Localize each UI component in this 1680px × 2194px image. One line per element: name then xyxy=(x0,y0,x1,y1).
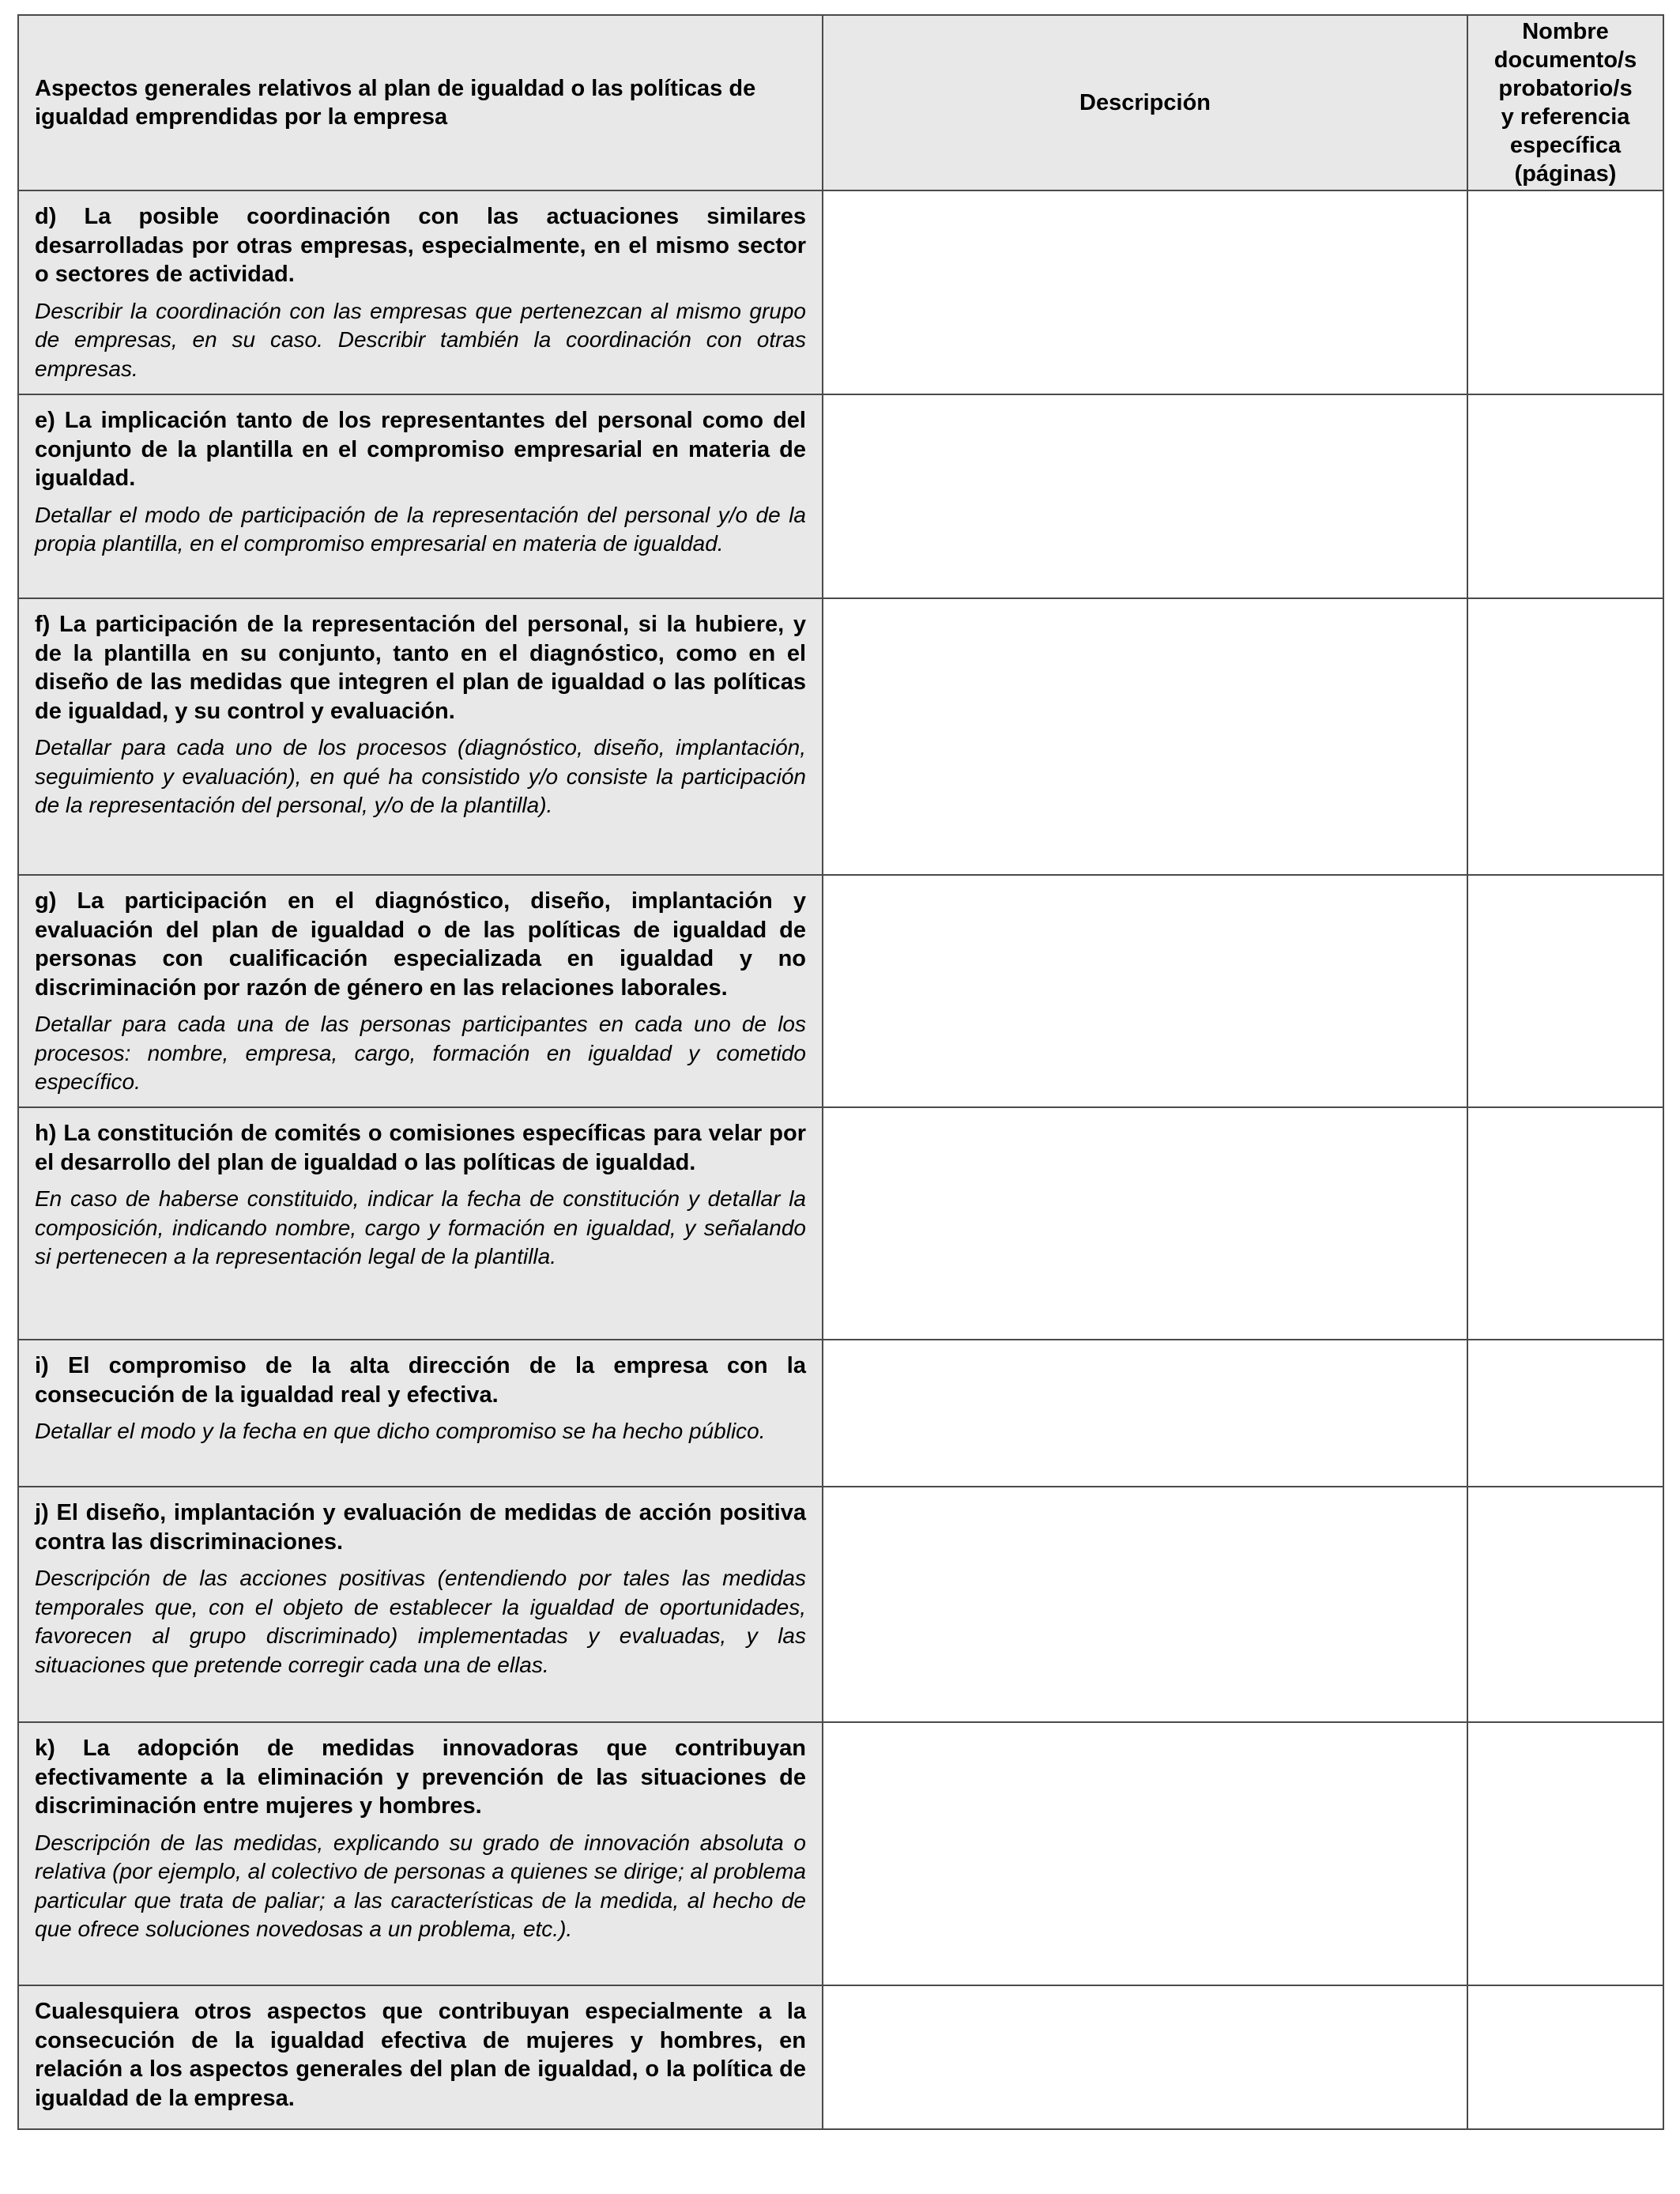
aspect-detail: Detallar para cada una de las personas participantes en cada uno de los procesos: nombre, empresa, cargo, formación en igualdad y cometido específico. xyxy=(35,1012,806,1094)
aspect-title: Cualesquiera otros aspectos que contribuyan especialmente a la consecución de la igualdad efectiva de mujeres y hombres, en relación a los aspectos generales del plan de igualdad, o la política de igualdad de la empresa. xyxy=(35,1999,806,2111)
aspect-detail: Detallar para cada uno de los procesos (diagnóstico, diseño, implantación, seguimiento y evaluación), en qué ha consistido y/o consiste la participación de la representación del personal, y/o de la plantilla). xyxy=(35,735,806,817)
aspect-title: k) La adopción de medidas innovadoras que contribuyan efectivamente a la eliminación y prevención de las situaciones de discriminación entre mujeres y hombres. xyxy=(35,1736,806,1819)
description-field[interactable] xyxy=(823,394,1467,598)
description-field[interactable] xyxy=(823,1340,1467,1487)
aspect-detail: Describir la coordinación con las empresas que pertenezcan al mismo grupo de empresas, en su caso. Describir también la coordinación con otras empresas. xyxy=(35,298,806,381)
table-row xyxy=(18,190,1663,394)
document-reference-field[interactable] xyxy=(1467,1487,1663,1722)
document-reference-field[interactable] xyxy=(1467,1107,1663,1340)
aspect-title: h) La constitución de comités o comisiones específicas para velar por el desarrollo del plan de igualdad o las políticas de igualdad. xyxy=(35,1121,806,1175)
description-field[interactable] xyxy=(823,875,1467,1107)
description-field[interactable] xyxy=(823,190,1467,394)
aspect-detail: Descripción de las acciones positivas (entendiendo por tales las medidas temporales que, con el objeto de establecer la igualdad de oportunidades, favorecen al grupo discriminado) implementadas y evaluadas, y las situaciones que pretende corregir cada una de ellas. xyxy=(35,1566,806,1677)
document-reference-field[interactable] xyxy=(1467,1340,1663,1487)
document-reference-field[interactable] xyxy=(1467,875,1663,1107)
aspect-detail: Descripción de las medidas, explicando su grado de innovación absoluta o relativa (por ejemplo, al colectivo de personas a quienes se dirige; al problema particular que trata de paliar; a las características de la medida, al hecho de que ofrece soluciones novedosas a un problema, etc.). xyxy=(35,1830,806,1941)
description-field[interactable] xyxy=(823,1107,1467,1340)
description-field[interactable] xyxy=(823,1722,1467,1985)
header-document-line: Nombre xyxy=(1522,19,1609,44)
table-row xyxy=(18,598,1663,875)
header-document-line: (páginas) xyxy=(1514,161,1617,187)
aspect-detail: Detallar el modo de participación de la representación del personal y/o de la propia plantilla, en el compromiso empresarial en materia de igualdad. xyxy=(35,502,806,556)
document-reference-field[interactable] xyxy=(1467,598,1663,875)
aspect-cell xyxy=(18,1985,823,2129)
description-field[interactable] xyxy=(823,598,1467,875)
aspect-cell xyxy=(18,598,823,875)
table-header-row xyxy=(18,15,1663,190)
header-document-line: específica xyxy=(1509,133,1622,158)
header-document-line: probatorio/s xyxy=(1498,76,1633,101)
aspect-detail: Detallar el modo y la fecha en que dicho compromiso se ha hecho público. xyxy=(35,1419,766,1443)
aspect-cell xyxy=(18,190,823,394)
header-document-line: y referencia xyxy=(1501,104,1630,130)
table-row xyxy=(18,1722,1663,1985)
table-row xyxy=(18,394,1663,598)
table-row xyxy=(18,1107,1663,1340)
description-field[interactable] xyxy=(823,1985,1467,2129)
aspect-title: j) El diseño, implantación y evaluación de medidas de acción positiva contra las discriminaciones. xyxy=(35,1500,806,1555)
aspect-detail: En caso de haberse constituido, indicar la fecha de constitución y detallar la composición, indicando nombre, cargo y formación en igualdad, y señalando si pertenecen a la representación legal de la plantilla. xyxy=(35,1186,806,1269)
header-document-line: documento/s xyxy=(1494,47,1637,73)
table-row xyxy=(18,875,1663,1107)
aspect-cell xyxy=(18,394,823,598)
table-row xyxy=(18,1340,1663,1487)
aspect-title: i) El compromiso de la alta dirección de la empresa con la consecución de la igualdad real y efectiva. xyxy=(35,1353,806,1408)
header-aspects xyxy=(18,15,823,190)
aspect-title: f) La participación de la representación del personal, si la hubiere, y de la plantilla en su conjunto, tanto en el diagnóstico, como en el diseño de las medidas que integren el plan de igualdad o las políticas de igualdad, y su control y evaluación. xyxy=(35,612,806,724)
aspect-title: e) La implicación tanto de los representantes del personal como del conjunto de la plantilla en el compromiso empresarial en materia de igualdad. xyxy=(35,408,806,491)
equality-plan-table xyxy=(17,14,1664,2130)
aspect-cell xyxy=(18,1487,823,1722)
document-reference-field[interactable] xyxy=(1467,1985,1663,2129)
aspect-title: g) La participación en el diagnóstico, diseño, implantación y evaluación del plan de igualdad o de las políticas de igualdad de personas con cualificación especializada en igualdad y no discriminación por razón de género en las relaciones laborales. xyxy=(35,888,806,1001)
table-row xyxy=(18,1487,1663,1722)
document-reference-field[interactable] xyxy=(1467,394,1663,598)
aspect-cell xyxy=(18,1722,823,1985)
header-description: Descripción xyxy=(823,15,1467,190)
header-aspects-label: Aspectos generales relativos al plan de igualdad o las políticas de igualdad emprendidas por la empresa xyxy=(35,76,756,130)
header-document-reference xyxy=(1467,15,1663,190)
description-field[interactable] xyxy=(823,1487,1467,1722)
aspect-cell xyxy=(18,875,823,1107)
aspect-cell xyxy=(18,1107,823,1340)
document-reference-field[interactable] xyxy=(1467,190,1663,394)
aspect-title: d) La posible coordinación con las actuaciones similares desarrolladas por otras empresas, especialmente, en el mismo sector o sectores de actividad. xyxy=(35,204,806,287)
document-reference-field[interactable] xyxy=(1467,1722,1663,1985)
aspect-cell xyxy=(18,1340,823,1487)
table-row xyxy=(18,1985,1663,2129)
